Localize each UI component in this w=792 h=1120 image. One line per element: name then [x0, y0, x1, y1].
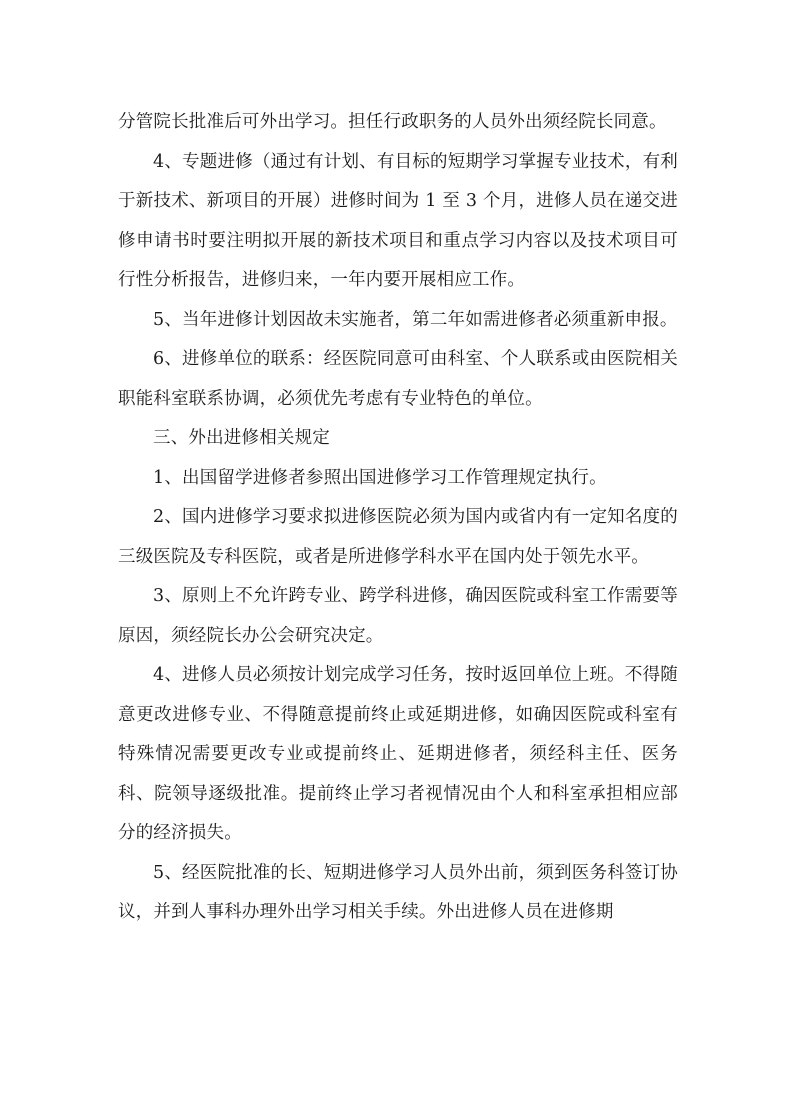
paragraph-item-4-special-study: 4、专题进修（通过有计划、有目标的短期学习掌握专业技术，有利于新技术、新项目的开展）进修时间为 1 至 3 个月，进修人员在递交进修申请书时要注明拟开展的新技术项目和重点学习内容以及技术项目可行性分析报告，进修归来，一年内要开展相应工作。: [118, 151, 678, 290]
paragraph-item-4-study-tasks: 4、进修人员必须按计划完成学习任务，按时返回单位上班。不得随意更改进修专业、不得随意提前终止或延期进修，如确因医院或科室有特殊情况需要更改专业或提前终止、延期进修者，须经科主任、医务科、院领导逐级批准。提前终止学习者视情况由个人和科室承担相应部分的经济损失。: [118, 665, 678, 843]
paragraph-item-3-cross-discipline: 3、原则上不允许跨专业、跨学科进修，确因医院或科室工作需要等原因，须经院长办公会研究决定。: [118, 586, 678, 646]
paragraph-item-2-domestic: 2、国内进修学习要求拟进修医院必须为国内或省内有一定知名度的三级医院及专科医院，或者是所进修学科水平在国内处于领先水平。: [118, 507, 678, 567]
paragraph-item-1-overseas: 1、出国留学进修者参照出国进修学习工作管理规定执行。: [153, 467, 607, 488]
paragraph-item-6-unit-contact: 6、进修单位的联系：经医院同意可由科室、个人联系或由医院相关职能科室联系协调，必须优先考虑有专业特色的单位。: [118, 349, 678, 409]
section-heading-3: 三、外出进修相关规定: [153, 428, 330, 448]
paragraph-item-5-unimplemented-plan: 5、当年进修计划因故未实施者，第二年如需进修者必须重新申报。: [153, 309, 678, 330]
paragraph-item-5-approval-procedures: 5、经医院批准的长、短期进修学习人员外出前，须到医务科签订协议，并到人事科办理外出学习相关手续。外出进修人员在进修期: [118, 862, 678, 922]
document-body: [118, 103, 678, 933]
paragraph-continuation: 分管院长批准后可外出学习。担任行政职务的人员外出须经院长同意。: [118, 112, 667, 132]
